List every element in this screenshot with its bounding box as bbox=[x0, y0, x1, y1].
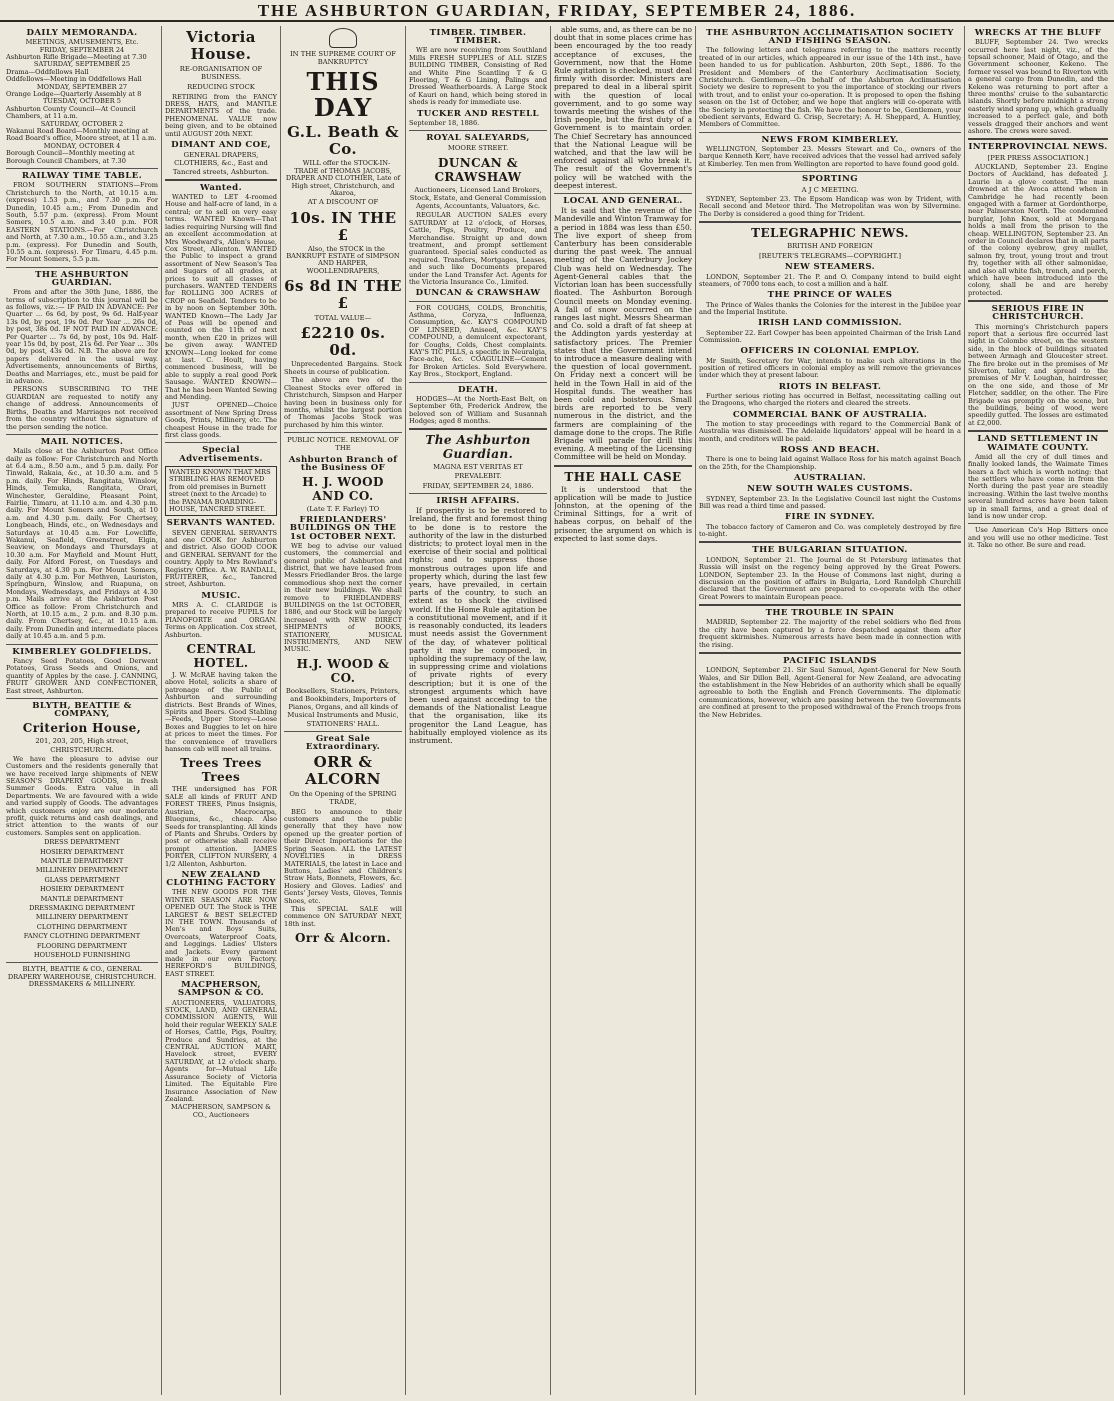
trees-title: Trees Trees Trees bbox=[180, 756, 262, 785]
guardian-text: From and after the 30th June, 1886, the terms of subscription to this journal will be as follows, viz.:— IF PAID IN ADVANCE: Per Quarter ... 6s 6d, by post, 9s 6d. Half-year 13s 0d, by post, 19s 0d. Per Year ... 26s 0d, by post, 38s 0d. IF NOT PAID IN ADVANCE: Per Quarter ... 7s 6d, by post, 10s 9d. Half-year 15s 0d, by post, 21s 6d. Per Year ... 30s 0d, by post, 43s 0d. N.B. The above are for papers delivered in the usual way. Advertisements, announcements of Births, Deaths and Marriages, etc., must be paid for in advance. bbox=[6, 288, 158, 386]
australian-title: AUSTRALIAN. bbox=[794, 473, 866, 484]
wanted-title: Wanted. bbox=[200, 182, 242, 193]
column-7 bbox=[968, 26, 1108, 1395]
pacific-title: PACIFIC ISLANDS bbox=[783, 655, 877, 666]
memoranda-line: Orange Lodge—Quarterly Assembly at 8 bbox=[6, 90, 142, 99]
irish-title: IRISH AFFAIRS. bbox=[436, 496, 520, 507]
memoranda-line: MONDAY, SEPTEMBER 27 bbox=[36, 82, 128, 91]
wrecks-title: WRECKS AT THE BLUFF bbox=[974, 28, 1102, 38]
sporting-title: SPORTING bbox=[802, 174, 858, 185]
settlement-title: LAND SETTLEMENT IN WAIMATE COUNTY. bbox=[977, 434, 1099, 453]
kays-text: FOR COUGHS, COLDS, Bronchitis, Asthma, Coryza, Influenza, Consumption, &c. KAY'S COMPOUND OF LINSEED, Aniseed, &c. KAY'S COMPOUND, a demulcent expectorant, for Coughs, Colds, Chest complaints. KAY'S TIC PILLS, a specific in Neuralgia, Face-ache, &c. COAGULINE—Cement for Broken Articles. Sold Everywhere. Kay Bros., Stockport, England. bbox=[409, 303, 547, 379]
acclim-title: THE ASHBURTON ACCLIMATISATION SOCIETY AND FISHING SEASON. bbox=[706, 28, 954, 47]
mail-text: Mails close at the Ashburton Post Office daily as follow: For Christchurch and North at 6.4 a.m., 8.50 a.m., and 5 p.m. daily. For Tinwald, Rakaia, &c., at 10.30 a.m. and 5 p.m. daily. For Hinds, Rangitata, Winslow, Hinds, Temuka, Rangitata, Orari, Winchester, Geraldine, Pleasant Point, Fairlie, Timaru, at 11.10 a.m. and 4.30 p.m. daily. For Mount Somers and South, at 10 a.m. and 4.30 p.m. daily. For Chertsey, Longbeach, Hinds, etc., on Wednesdays and Saturdays at 10.45 a.m. For Lowcliffe, Wakanui, Seafield, Greenstreet, Elgin, Seaview, on Mondays and Thursdays at 10.30 a.m. For Mayfield and Mount Hutt, daily. For Alford Forest, on Tuesdays and Saturdays, at 4.30 p.m. For Mount Somers, daily at 4.30 p.m. For Methven, Lauriston, Springburn, Winslow, and Ruapuna, on Mondays, Wednesdays, and Fridays at 4.30 p.m. Mails arrive at the Ashburton Post Office as follow: From Christchurch and North, at 10.15 a.m., 2 p.m. and 8.30 p.m. daily. From Chertsey, &c., at 10.15 a.m. daily. From Dunedin and intermediate places daily at 10.45 a.m. and 5 p.m. bbox=[6, 447, 158, 641]
duncan-title: DUNCAN & CRAWSHAW bbox=[434, 155, 522, 184]
music-title: MUSIC. bbox=[201, 590, 241, 601]
wanted-known-box: WANTED KNOWN THAT MRS STRIBLING HAS REMOVED from old premises in Burnett street (next to the Arcade) to the PANAMA BOARDING-HOUSE, TANCRED STREET. bbox=[165, 466, 277, 516]
department-item: GLASS DEPARTMENT bbox=[44, 875, 120, 884]
department-item: MANTLE DEPARTMENT bbox=[40, 857, 124, 865]
criterion-text: We have the pleasure to advise our Customers and the residents generally that we have received large shipments of NEW SEASON'S DRAPERY GOODS, in fresh Summer Goods. Extra value in all Departments. We are favoured with a wide and varied supply of Goods. The advantages which customers enjoy are our moderate profit, quick returns and cash dealings, and strict attention to the wants of our customers. Samples sent on application. bbox=[6, 754, 158, 837]
memoranda-line: Oddfellows—Meeting in Oddfellows Hall bbox=[6, 75, 142, 84]
sampson-text: AUCTIONEERS, VALUATORS, STOCK, LAND, AND GENERAL COMMISSION AGENTS, Will hold their regular WEEKLY SALE of Horses, Cattle, Pigs, Poultry, Produce and Sundries, at the CENTRAL AUCTION MART, Havelock street, EVERY SATURDAY, at 12 o'clock sharp. Agents for—Mutual Life Assurance Society of Victoria Limited. The Equitable Fire Insurance Association of New Zealand. bbox=[165, 998, 277, 1103]
local-title: LOCAL AND GENERAL. bbox=[563, 196, 683, 207]
timetable-title: RAILWAY TIME TABLE. bbox=[21, 171, 143, 182]
victoria-subtitle: RE-ORGANISATION OF BUSINESS. bbox=[179, 65, 263, 82]
riots-text: Further serious rioting has occurred in Belfast, necessitating calling out the Dragoons, who charged the rioters and cleared the streets. bbox=[699, 392, 961, 408]
timetable-text: FROM SOUTHERN STATIONS—From Christchurch to the North, at 10.15 a.m. (express) 1.53 p.m., and 7.30 p.m. For Dunedin, 10.45 a.m.; From Dunedin and South, 5.57 p.m. (express). From Mount Somers, 10.5 a.m. and 3.40 p.m. FOR EASTERN STATIONS.—For Christchurch and North, at 7.30 a.m., 10.55 a.m., and 3.25 p.m. (express). For Dunedin and South, 10.55 a.m. (express). For Timaru, 4.45 p.m. For Mount Somers, 5.5 p.m. bbox=[6, 181, 158, 264]
bulgarian-title: THE BULGARIAN SITUATION. bbox=[752, 545, 908, 556]
central-title: CENTRAL HOTEL. bbox=[186, 642, 256, 670]
hop-bitters-ad: Use American Co's Hop Bitters once and you will use no other medicine. Test it. Take no other. Be sure and read. bbox=[968, 526, 1108, 550]
fire-text: The tobacco factory of Cameron and Co. was completely destroyed by fire to-night. bbox=[699, 522, 961, 539]
irish-text: If prosperity is to be restored to Ireland, the first and foremost thing to be done is to restore the authority of the law in the disturbed districts; to protect loyal men in the exercise of their social and political rights; and to suppress those monstrous outrages upon life and property which, during the last few years, have prevailed, in certain parts of the country, to such an extent as to shock the civilised world. If the Home Rule agitation be a constitutional movement, and if it is reasonably conducted, its leaders must needs assist the Government of the day, of whatever political party it may be composed, in upholding the supremacy of the law, in suppressing crime and violations of private rights of every description; but it is one of the strongest arguments which have been used against acceding to the demands of the Nationalist League that the organisation, like its progenitor the Land League, has habitually employed violence as its instrument. bbox=[409, 506, 547, 745]
total-amount: £2210 0s. 0d. bbox=[300, 324, 386, 360]
mail-title: MAIL NOTICES. bbox=[40, 436, 124, 447]
paper-name: The Ashburton Guardian. bbox=[425, 433, 531, 462]
above-text: The above are two of the Cleanest Stocks ever offered in Christchurch, Simpson and Harper having been in business only for months, whilst the largest portion of Thomas Jacobs Stock was purchased by him this winter. bbox=[284, 376, 402, 429]
memoranda-lines bbox=[6, 39, 158, 165]
victoria-firm-sub: GENERAL DRAPERS, CLOTHIERS, &c., East and Tancred streets, Ashburton. bbox=[172, 151, 270, 176]
local-text: It is said that the revenue of the Mandeville and Winton Tramway for a period in 1884 was less than £50. The live export of sheep from Canterbury has been considerable during the past week. The annual meeting of the Canterbury Jockey Club was held on Wednesday. The Agent-General cables that the Victorian loan has been successfully floated. The Ashburton Borough Council meets on Monday evening. A fall of snow occurred on the ranges last night. Messrs Shearman and Co. sold a draft of fat sheep at the Addington yards yesterday at satisfactory prices. The Premier states that the Government intend to introduce a measure dealing with the question of local government. On Friday next a concert will be held in the Town Hall in aid of the Hospital funds. The weather has been cold and boisterous. Small birds are reported to be very numerous in the district, and the farmers are complaining of the damage done to the crops. The Rifle Brigade will parade for drill this evening. A meeting of the Licensing Committee will be held on Monday. bbox=[554, 206, 692, 462]
ross-text: There is one to being laid against Wallace Ross for his match against Beach on the 25th, for the Championship. bbox=[699, 455, 961, 471]
column-5 bbox=[554, 26, 692, 1395]
spain-title: THE TROUBLE IN SPAIN bbox=[765, 608, 895, 619]
great-sale-heading: Great Sale Extraordinary. bbox=[305, 733, 381, 753]
wood-text: WE beg to advise our valued customers, the commercial and general public of Ashburton and district, that we have leased from Messrs Friedlander Bros. the large commodious shop next the corner in their new buildings. We shall remove to FRIEDLANDERS' BUILDINGS on the 1st OCTOBER, 1886, and our Stock will be largely increased with NEW DIRECT SHIPMENTS of BOOKS, STATIONERY, MUSICAL INSTRUMENTS, AND NEW MUSIC. bbox=[284, 541, 402, 654]
bulgarian-text: LONDON, September 21. The Journal de St Petersburg intimates that Russia will insist on the regency being approved by the Great Powers. LONDON, September 23. In the House of Commons last night, during a discussion on the position of affairs in Bulgaria, Lord Randolph Churchill declared that the Government are prepared to co-operate with the other Great Powers to maintain European peace. bbox=[699, 555, 961, 601]
death-text: HODGES—At the North-East Belt, on September 6th, Frederick Andrew, the beloved son of William and Susannah Hodges; aged 8 months. bbox=[409, 394, 547, 426]
unprecedented-text: Unprecedented Bargains. Stock Sheets in course of publication. bbox=[284, 360, 402, 376]
ashburton-branch: Ashburton Branch of the Business OF bbox=[288, 454, 398, 473]
departments-list bbox=[6, 839, 158, 959]
memoranda-line: Ashburton Rifle Brigade—Meeting at 7.30 bbox=[6, 53, 147, 62]
spain-text: MADRID, September 22. The majority of the rebel soldiers who fled from the city have been captured by a force despatched against them after frequent skirmishes. Numerous arrests have been made in connection with the rising. bbox=[699, 618, 961, 649]
telegraphic-sub: BRITISH AND FOREIGN bbox=[787, 241, 873, 250]
ajc-title: A J C MEETING. bbox=[801, 185, 859, 194]
wood-sub: (Late T. F. Farley) TO bbox=[306, 504, 380, 513]
press-assoc-label: [PER PRESS ASSOCIATION.] bbox=[987, 153, 1089, 162]
beath-text: WILL offer the STOCK-IN-TRADE of THOMAS JACOBS, DRAPER AND CLOTHIER, Late of High street, Christchurch, and Akaroa, bbox=[285, 159, 401, 198]
victoria-firm: DIMANT AND COE, bbox=[171, 140, 271, 151]
timber-title: TIMBER. TIMBER. TIMBER. bbox=[429, 28, 527, 47]
nsw-text: SYDNEY, September 23. In the Legislative Council last night the Customs Bill was read a third time and passed. bbox=[699, 494, 961, 511]
central-text: J. W. McRAE having taken the above Hotel, solicits a share of patronage of the Public of Ashburton and surrounding districts. Best Brands of Wines, Spirits and Beers. Good Stabling—Feeds, Upper Storey—Loose Boxes and Buggies to let on hire at prices to meet the times. For the convenience of travellers hansom cab will meet all trains. bbox=[165, 671, 277, 754]
settlement-text: Amid all the cry of dull times and finally looked lands, the Waimate Times hears a fact which is worth noting: that the settlers who have come in from the North during the past year are steadily increasing. Within the last twelve months several hundred acres have been taken up in small farms, and a great deal of land is now under crop. bbox=[968, 452, 1108, 520]
acclim-text: The following letters and telegrams referring to the matters recently treated of in our articles, which appeared in our issue of the 14th inst., have been handed to us for publication. Ashburton, 20th Sept., 1886. To the President and Members of the Canterbury Acclimatisation Society, Christchurch. Gentlemen,—On behalf of the Ashburton Acclimatisation Society we desire to represent to you the importance of stocking our rivers with trout, and to enlist your co-operation. It is proposed to open the fishing season on the 1st of October, and we hope that anglers will co-operate with the Society in protecting the fish. We have the honour to be, Gentlemen, your obedient servants, Edward G. Crisp, Secretary; A. H. Sheppard, A. Huntley, Members of Committee. bbox=[699, 46, 961, 129]
department-item: HOSIERY DEPARTMENT bbox=[40, 885, 124, 894]
memoranda-title: DAILY MEMORANDA. bbox=[26, 28, 138, 38]
kimberley-text: Fancy Seed Potatoes, Good Derwent Potatoes, Grass Seeds and Onions, and quantity of Apples by the case. J. CANNING, FRUIT GROWER AND CONFECTIONER, East street, Ashburton. bbox=[6, 656, 158, 695]
duncan-sub: Auctioneers, Licensed Land Brokers, Stock, Estate, and General Commission Agents, Accountants, Valuators, &c. bbox=[409, 185, 547, 211]
telegraphic-title: TELEGRAPHIC NEWS. bbox=[751, 225, 909, 240]
timber-text: WE are now receiving from Southland Mills FRESH SUPPLIES of ALL SIZES BUILDING TIMBER, Consisting of Red and White Pine Scantling T & G Flooring, T & G Lining, Palings and Dressed Weatherboards. A Large Stock of Kauri on hand, which being stored in sheds is ready for immediate use. bbox=[409, 46, 547, 107]
nz-clothing-title: NEW ZEALAND CLOTHING FACTORY bbox=[166, 869, 276, 889]
hall-title: THE HALL CASE bbox=[564, 469, 682, 484]
nsw-title: NEW SOUTH WALES CUSTOMS. bbox=[747, 484, 913, 495]
officers-text: Mr Smith, Secretary for War, intends to make such alterations in the position of retired officers in colonial employ as will remove the grievances under which they at present labour. bbox=[699, 356, 961, 380]
special-adv-title: Special Advertisements. bbox=[179, 445, 263, 464]
criterion-title: Criterion House, bbox=[22, 721, 142, 736]
memoranda-line: Ashburton County Council—At Council Chambers, at 11 a.m. bbox=[6, 104, 136, 121]
department-item: MILLINERY DEPARTMENT bbox=[35, 913, 129, 922]
court-heading: IN THE SUPREME COURT OF BANKRUPTCY bbox=[290, 50, 396, 67]
department-item: FANCY CLOTHING DEPARTMENT bbox=[23, 932, 141, 941]
reuters-label: [REUTER'S TELEGRAMS—COPYRIGHT.] bbox=[759, 252, 901, 261]
steamers-text: LONDON, September 21. The P. and O. Company intend to build eight steamers, of 7000 tons each, to cost a million and a half. bbox=[699, 272, 961, 288]
memoranda-line: TUESDAY, OCTOBER 5 bbox=[43, 97, 121, 106]
subscribers-note: PERSONS SUBSCRIBING TO THE GUARDIAN are requested to notify any change of address. Announcements of Births, Deaths and Marriages not received from the country without the signature of the person sending the notice. bbox=[6, 385, 158, 431]
wanted-text: WANTED to LET 4-roomed House and half-acre of land, in a central; or to sell on very easy terms. WANTED Known—That ladies requiring Nursing will find an excellent accommodation at Mrs Woodward's, Allen's House, Cox Street, Allenton. WANTED the Public to inspect a grand assortment of New Season's Tea and Sugars of all grades, at prices to suit all classes of purchasers. WANTED TENDERS for ROLLING 300 ACRES of CROP on Seafield. Tenders to be in by noon on September 30th. WANTED Known—The Lady Jar of Peas will be opened and counted on the 11th of next month, when £20 in prizes will be given away. WANTED KNOWN—Long looked for come at last. C. Hoult, having commenced business, will be able to supply a real good Pork Sausage. WANTED KNOWN—That he has been Wanted Sewing and Mending. bbox=[165, 193, 277, 402]
department-item: HOUSEHOLD FURNISHING bbox=[33, 951, 131, 960]
column-3 bbox=[284, 26, 402, 1395]
kimberley-news-title: NEWS FROM KIMBERLEY. bbox=[761, 134, 899, 145]
interprovincial-title: INTERPROVINCIAL NEWS. bbox=[968, 142, 1108, 153]
wood-title: H. J. WOOD AND CO. bbox=[302, 474, 384, 503]
steamers-title: NEW STEAMERS. bbox=[784, 262, 876, 273]
bank-text: The motion to stay proceedings with regard to the Commercial Bank of Australia was dismissed. The Adelaide liquidators' appeal will be heard in a month, and creditors will be paid. bbox=[699, 420, 961, 443]
memoranda-line: MEETINGS, AMUSEMENTS, Etc. bbox=[25, 38, 139, 47]
friedlanders-heading: FRIEDLANDERS' BUILDINGS ON THE 1st OCTOBER NEXT. bbox=[289, 515, 397, 542]
orr-sub: On the Opening of the SPRING TRADE, bbox=[289, 790, 397, 807]
guardian-title: THE ASHBURTON GUARDIAN. bbox=[35, 269, 129, 288]
wood-sub-2: Booksellers, Stationers, Printers, and Bookbinders, Importers of Pianos, Organs, and all kinds of Musical Instruments and Music, STATIONERS' HALL. bbox=[285, 686, 401, 728]
department-item: DRESSMAKING DEPARTMENT bbox=[29, 904, 135, 913]
orr-title: ORR & ALCORN bbox=[305, 753, 381, 789]
kimberley-news-text: WELLINGTON, September 23. Messrs Stewart and Co., owners of the barque Kenneth Kerr, have received advices that the vessel had arrived safely at Kimberley. Ten men from Wellington are reported to have found good gold. bbox=[699, 145, 961, 168]
orr-sale-note: This SPECIAL SALE will commence ON SATURDAY NEXT, 18th inst. bbox=[284, 904, 402, 928]
memoranda-line: FRIDAY, SEPTEMBER 24 bbox=[39, 45, 125, 54]
jp-text: JUST OPENED—Choice assortment of New Spring Dress Goods, Prints, Millinery, etc. The cheapest House in the trade for first class goods. bbox=[165, 401, 277, 440]
column-2 bbox=[165, 26, 277, 1395]
department-item: FLOORING DEPARTMENT bbox=[36, 941, 128, 950]
irish-land-text: September 22. Earl Cowper has been appointed Chairman of the Irish Land Commission. bbox=[699, 328, 961, 344]
ajc-text: SYDNEY, September 23. The Epsom Handicap was won by Trident, with Recall second and Meteor third. The Metropolitan was won by Silvermine. The Derby is considered a good thing for Trident. bbox=[699, 194, 961, 218]
duncan-text: REGULAR AUCTION SALES every SATURDAY at 12 o'clock, of Horses, Cattle, Pigs, Poultry, Produce, and Merchandise. Straight up and down treatment, and prompt settlement guaranteed. Special sales conducted as required. Transfers, Mortgages, Leases, and such like Documents prepared under the Land Transfer Act. Agents for the Victoria Insurance Co., Limited. bbox=[409, 211, 547, 286]
blyth-title: BLYTH, BEATTIE & COMPANY, bbox=[32, 700, 132, 720]
officers-title: OFFICERS IN COLONIAL EMPLOY. bbox=[740, 346, 920, 357]
irish-land-title: IRISH LAND COMMISSION. bbox=[758, 318, 902, 329]
timber-date: September 18, 1886. bbox=[409, 118, 480, 127]
column-6 bbox=[699, 26, 961, 1395]
fire-title: FIRE IN SYDNEY. bbox=[785, 512, 875, 523]
nz-clothing-text: THE NEW GOODS FOR THE WINTER SEASON ARE NOW OPENED OUT. The Stock is THE LARGEST & BEST SELECTED IN THE TOWN. Thousands of Men's and Boys' Suits, Overcoats, Waterproof Coats, and Leggings. Ladies' Ulsters and Jackets. Every garment made in our own Factory. HEREFORD'S BUILDINGS, EAST STREET. bbox=[165, 888, 277, 978]
kimberley-title: KIMBERLEY GOLDFIELDS. bbox=[12, 646, 152, 657]
trees-text: THE undersigned has FOR SALE all kinds of FRUIT AND FOREST TREES, Pinus Insignis, Austrian, Macrocarpa, Bluegums, &c., cheap. Also Seeds for transplanting. All kinds of Plants and Shrubs. Orders by post or otherwise shall receive prompt attention. JAMES PORTER, CLIFTON NURSERY, 4 1/2 Allenton, Ashburton. bbox=[165, 785, 277, 868]
interprovincial-text: AUCKLAND, September 23. Engine Doctors of Auckland, has defeated J. Laurie in a glove contest. The man drowned at the Avoca attend when in Cambridge he had recently been engaged with a farmer at Gordonthorpe, near Palmerston North. The condemned burglar, John Knox, sold at Morgana holds a mall from the prison to the cheap. WELLINGTON, September 23. An order in Council declares that in all parts of the colony eyebrow, grey mullet, salmon fry, trout, young trout and trout fry, together with all other salmonidae, and also all white fish, trench, and perch, which have been introduced into the colony, shall be and are hereby protected. bbox=[968, 162, 1108, 297]
serious-fire-text: This morning's Christchurch papers report that a serious fire occurred last night in Colombo street, on the western side, in the block of buildings situated between Armagh and Gloucester street. The fire broke out in the premises of Mr Silverton, tailor, and spread to the premises of Mr V. Loughan, hairdresser, on the one side, and those of Mr Fletcher, saddler, on the other. The Fire Brigade was promptly on the scene, but the buildings, being of wood, were speedily gutted. The losses are estimated at £2,000. bbox=[968, 322, 1108, 427]
royal-arms-icon bbox=[329, 28, 357, 48]
department-item: MANTLE DEPARTMENT bbox=[40, 894, 124, 903]
saleyards-title: ROYAL SALEYARDS, bbox=[426, 133, 530, 144]
bank-title: COMMERCIAL BANK OF AUSTRALIA. bbox=[732, 409, 928, 420]
column-1 bbox=[6, 26, 158, 1395]
discount-value: 10s. IN THE £ bbox=[289, 208, 397, 244]
department-item: DRESS DEPARTMENT bbox=[44, 838, 120, 847]
memoranda-line: Drama—Oddfellows Hall bbox=[6, 67, 89, 76]
pacific-text: LONDON, September 21. Sir Saul Samuel, Agent-General for New South Wales, and Sir Dillon Bell, Agent-General for New Zealand, are advocating the establishment in the New Hebrides of an authority which shall be equally agreeable to both the English and French Governments. The diplomatic communications, however, which are passing between the two Governments are confined at present to the proposed withdrawal of the French troops from the New Hebrides. bbox=[699, 666, 961, 719]
prince-title: THE PRINCE OF WALES bbox=[767, 290, 893, 301]
irish-continued: able sums, and, as there can be no doubt that in some places crime has been encouraged by the too ready acceptance of excuses, the Government, now that the Home Rule agitation is checked, must deal firmly with disorder. Ministers are prepared to deal in a liberal spirit with the question of local government, and to go some way towards meeting the wishes of the Irish people, but the first duty of a Government is to maintain order. The Chief Secretary has announced that the National League will be watched, and that the law will be enforced against all who break it. The result of the Government's policy will be watched with the deepest interest. bbox=[554, 26, 692, 190]
beath-title: G.L. Beath & Co. bbox=[287, 123, 399, 159]
death-title: DEATH. bbox=[457, 384, 499, 395]
ross-title: ROSS AND BEACH. bbox=[780, 445, 880, 456]
victoria-title: Victoria House. bbox=[186, 28, 256, 63]
also-text: Also, the STOCK in the BANKRUPT ESTATE of SIMPSON AND HARPER, WOOLLENDRAPERS, bbox=[286, 244, 400, 275]
department-item: HOSIERY DEPARTMENT bbox=[40, 847, 124, 856]
paper-date: FRIDAY, SEPTEMBER 24, 1886. bbox=[422, 481, 534, 490]
orr-text: BEG to announce to their customers and the public generally that they have now opened up the greater portion of their Direct Importations for the Spring Season. ALL the LATEST NOVELTIES in DRESS MATERIALS, the latest in Lace and Buttons, Ladies' and Children's Straw Hats, Bonnets, Flowers, &c. Hosiery and Gloves. Ladies' and Gents' Jersey Vests, Gloves, Tennis Shoes, etc. bbox=[284, 807, 402, 905]
prince-text: The Prince of Wales thanks the Colonies for the interest in the Jubilee year and the Imperial Institute. bbox=[699, 300, 961, 316]
saleyards-sub: MOORE STREET. bbox=[447, 144, 509, 153]
masthead: THE ASHBURTON GUARDIAN, FRIDAY, SEPTEMBER 24, 1886. bbox=[0, 0, 1114, 22]
criterion-subtitle: 201, 203, 205, High street, CHRISTCHURCH. bbox=[35, 737, 129, 754]
memoranda-line: Borough Council—Monthly meeting at Borough Council Chambers, at 7.30 bbox=[6, 149, 135, 165]
orr-footer: Orr & Alcorn. bbox=[295, 931, 391, 946]
col2-footer: MACPHERSON, SAMPSON & CO., Auctioneers bbox=[170, 1103, 272, 1119]
victoria-reducing: REDUCING STOCK bbox=[187, 83, 255, 92]
memoranda-line: SATURDAY, OCTOBER 2 bbox=[40, 119, 124, 128]
hall-text: It is understood that the application will be made to Justice Johnston, at the opening of the Criminal Sittings, for a writ of habeas corpus, on behalf of the prisoner, the argument on which is expected to last some days. bbox=[554, 484, 692, 543]
department-item: CLOTHING DEPARTMENT bbox=[36, 922, 128, 931]
duncan-footer: DUNCAN & CRAWSHAW bbox=[415, 288, 541, 299]
servants-title: SERVANTS WANTED. bbox=[166, 518, 276, 529]
paper-motto: MAGNA EST VERITAS ET PREVALEBIT. bbox=[433, 463, 523, 480]
memoranda-line: MONDAY, OCTOBER 4 bbox=[43, 141, 121, 150]
column-4 bbox=[409, 26, 547, 1395]
removal-title: PUBLIC NOTICE. REMOVAL OF THE bbox=[287, 436, 399, 453]
sampson-title: MACPHERSON, SAMPSON & CO. bbox=[177, 980, 265, 999]
riots-title: RIOTS IN BELFAST. bbox=[778, 381, 882, 392]
this-day-heading: THIS DAY bbox=[306, 67, 380, 123]
memoranda-line: Wakanui Road Board—Monthly meeting at Road Board's office, Moore street, at 11 a.m. bbox=[6, 127, 157, 143]
discount-label: AT A DISCOUNT OF bbox=[307, 198, 379, 207]
department-item: MILLINERY DEPARTMENT bbox=[35, 866, 129, 875]
victoria-text: RETIRING from the FANCY DRESS, HATS, and MANTLE DEPARTMENTS of the trade. PHENOMENAL VALUE now being given, and to be obtained until AUGUST 20th NEXT. bbox=[165, 92, 277, 138]
serious-fire-title: SERIOUS FIRE IN CHRISTCHURCH. bbox=[991, 304, 1085, 323]
discount-value-2: 6s 8d IN THE £ bbox=[284, 277, 402, 313]
servants-text: SEVEN GENERAL SERVANTS and one COOK for Ashburton and district. Also GOOD COOK and GENERAL SERVANT for the country. Apply to Mrs Rowland's Registry Office. A. W. RANDALL, FRUITERER, &c., Tancred street, Ashburton. bbox=[165, 528, 277, 589]
col1-footer: BLYTH, BEATTIE & CO., GENERAL DRAPERY WAREHOUSE, CHRISTCHURCH. DRESSMAKERS & MILLINERY. bbox=[7, 965, 157, 989]
timber-firm: TUCKER AND RESTELL bbox=[417, 108, 539, 119]
memoranda-line: SATURDAY, SEPTEMBER 25 bbox=[33, 60, 131, 69]
wood-title-2: H.J. WOOD & CO. bbox=[296, 656, 390, 685]
wrecks-text: BLUFF, September 24. Two wrecks occurred here last night, viz., of the topsail schooner, Maid of Otago, and the Government schooner, Kekeno. The former vessel was bound to Riverton with a general cargo from Dunedin, and the Kekeno was returning to port after a three months' cruise to the subantarctic islands. Shortly before midnight a strong easterly wind sprang up, which gradually increased to a perfect gale, and both vessels dragged their anchors and went ashore. The crews were saved. bbox=[968, 38, 1108, 136]
music-text: MRS A. C. CLARIDGE is prepared to receive PUPILS for PIANOFORTE and ORGAN. Terms on Application. Cox street, Ashburton. bbox=[165, 600, 277, 639]
total-value-label: TOTAL VALUE— bbox=[314, 314, 372, 323]
